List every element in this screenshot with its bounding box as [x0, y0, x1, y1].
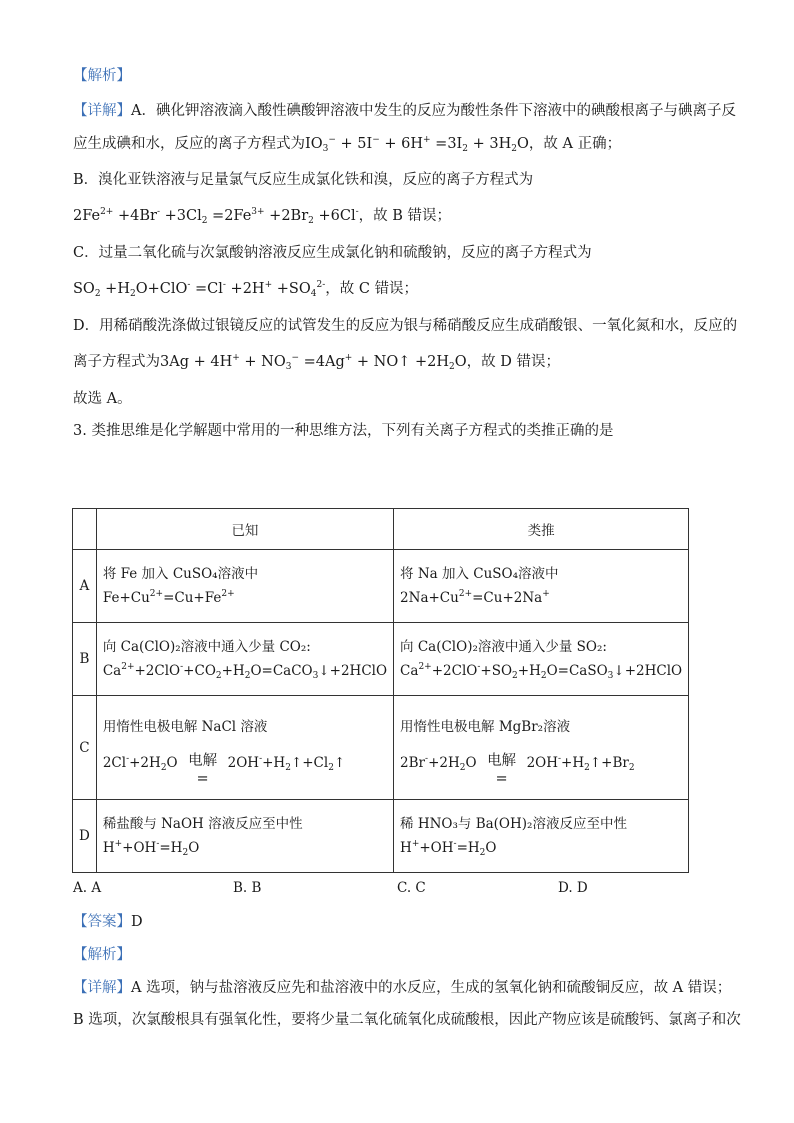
- detail-line-d1: D．用稀硝酸洗涤做过银镜反应的试管发生的反应为银与稀硝酸反应生成硝酸银、一氧化氮和水，反应的: [73, 318, 738, 334]
- table-header-row: [73, 509, 689, 550]
- analogy-equation: $H^++OH^-=H_2O$: [400, 839, 497, 858]
- detail-line-c2: $SO_2 +H_2O+ClO^- =Cl^- +2H^+ +SO_4^{2-}$，故 C 错误；: [73, 280, 419, 299]
- analogy-cell: 用惰性电极电解 MgBr₂溶液 $2Br^-+2H_2O$ 电解 = $2OH^-+H_2↑+Br_2$: [394, 696, 689, 800]
- detail-line-2a: 【详解】A 选项，钠与盐溶液反应先和盐溶液中的水反应，生成的氢氧化钠和硫酸铜反应，故 A 错误；: [73, 980, 732, 996]
- row-label: B: [73, 623, 97, 696]
- conclusion-line: 故选 A。: [73, 391, 132, 407]
- analysis-tag: 【解析】: [73, 68, 131, 84]
- analogy-cell: 向 Ca(ClO)₂溶液中通入少量 SO₂: $Ca^{2+}+2ClO^-+SO_2+H_2O=CaSO_3↓+2HClO$: [394, 623, 689, 696]
- equation-d: $3Ag + 4H^+ + NO_3^- =4Ag^+$ + NO↑ $+2H_2O$: [160, 353, 467, 372]
- table-header-blank: [73, 509, 97, 550]
- detail-line-a1: 【详解】A．碘化钾溶液滴入酸性碘酸钾溶液中发生的反应为酸性条件下溶液中的碘酸根离子与碘离子反: [73, 103, 736, 119]
- table-header-known: 已知: [96, 509, 393, 550]
- known-cell: 稀盐酸与 NaOH 溶液反应至中性 $H^++OH^-=H_2O$: [96, 800, 393, 873]
- question-3-stem: 3. 类推思维是化学解题中常用的一种思维方法，下列有关离子方程式的类推正确的是: [73, 423, 614, 439]
- table-row: [73, 696, 689, 800]
- row-label: D: [73, 800, 97, 873]
- known-cell: 将 Fe 加入 CuSO₄溶液中 $Fe+Cu^{2+}=Cu+Fe^{2+}$: [96, 550, 393, 623]
- detail-line-c1: C．过量二氧化硫与次氯酸钠溶液反应生成氯化钠和硫酸钠，反应的离子方程式为: [73, 245, 592, 261]
- known-equation: $H^++OH^-=H_2O$: [102, 839, 200, 858]
- table-row: [73, 800, 689, 873]
- detail-line-d2: 离子方程式为$3Ag + 4H^+ + NO_3^- =4Ag^+$ + NO↑ $+2H_2O$，故 D 错误；: [73, 353, 560, 372]
- known-equation: $Fe+Cu^{2+}=Cu+Fe^{2+}$: [102, 589, 235, 606]
- row-label: C: [73, 696, 97, 800]
- table-row: [73, 623, 689, 696]
- detail-line-b2: $2Fe^{2+} +4Br^- +3Cl_2 =2Fe^{3+} +2Br_2 +6Cl^-$，故 B 错误；: [73, 207, 452, 226]
- detail-line-2b: B 选项，次氯酸根具有强氧化性，要将少量二氧化硫氧化成硫酸根，因此产物应该是硫酸钙、氯离子和次: [73, 1012, 741, 1028]
- option-a: A. A: [73, 880, 102, 896]
- option-b: B. B: [233, 880, 262, 896]
- equation-b: $2Fe^{2+} +4Br^- +3Cl_2 =2Fe^{3+} +2Br_2 +6Cl^-$: [73, 207, 359, 226]
- known-equation: $Ca^{2+}+2ClO^-+CO_2+H_2O=CaCO_3↓+2HClO$: [102, 662, 388, 681]
- detail-line-a2: 应生成碘和水，反应的离子方程式为$IO_3^- + 5I^- + 6H^+ =3I_2 + 3H_2O$，故 A 正确；: [73, 135, 622, 154]
- table-header-analogy: 类推: [394, 509, 689, 550]
- known-cell: 用惰性电极电解 NaCl 溶液 $2Cl^-+2H_2O$ 电解 = $2OH^-+H_2↑+Cl_2↑$: [96, 696, 393, 800]
- equation-c: $SO_2 +H_2O+ClO^- =Cl^- +2H^+ +SO_4^{2-}$: [73, 280, 326, 299]
- analogy-equation: $2Na+Cu^{2+}=Cu+2Na^+$: [400, 589, 550, 606]
- analogy-cell: 稀 HNO₃与 Ba(OH)₂溶液反应至中性 $H^++OH^-=H_2O$: [394, 800, 689, 873]
- option-c: C. C: [397, 880, 426, 896]
- table-row: [73, 550, 689, 623]
- option-d: D. D: [558, 880, 588, 896]
- answer-line: 【答案】D: [73, 914, 143, 930]
- analysis-tag-2: 【解析】: [73, 947, 131, 963]
- known-equation: $2Cl^-+2H_2O$ 电解 = $2OH^-+H_2↑+Cl_2↑$: [102, 752, 346, 787]
- analogy-cell: 将 Na 加入 CuSO₄溶液中 $2Na+Cu^{2+}=Cu+2Na^+$: [394, 550, 689, 623]
- analogy-equation: $2Br^-+2H_2O$ 电解 = $2OH^-+H_2↑+Br_2$: [400, 752, 635, 787]
- known-cell: 向 Ca(ClO)₂溶液中通入少量 CO₂: $Ca^{2+}+2ClO^-+CO_2+H_2O=CaCO_3↓+2HClO$: [96, 623, 393, 696]
- detail-line-b1: B．溴化亚铁溶液与足量氯气反应生成氯化铁和溴，反应的离子方程式为: [73, 172, 534, 188]
- analogy-table: [72, 508, 689, 873]
- row-label: A: [73, 550, 97, 623]
- equation-a: $IO_3^- + 5I^- + 6H^+ =3I_2 + 3H_2O$: [305, 135, 529, 154]
- analogy-equation: $Ca^{2+}+2ClO^-+SO_2+H_2O=CaSO_3↓+2HClO$: [400, 662, 683, 681]
